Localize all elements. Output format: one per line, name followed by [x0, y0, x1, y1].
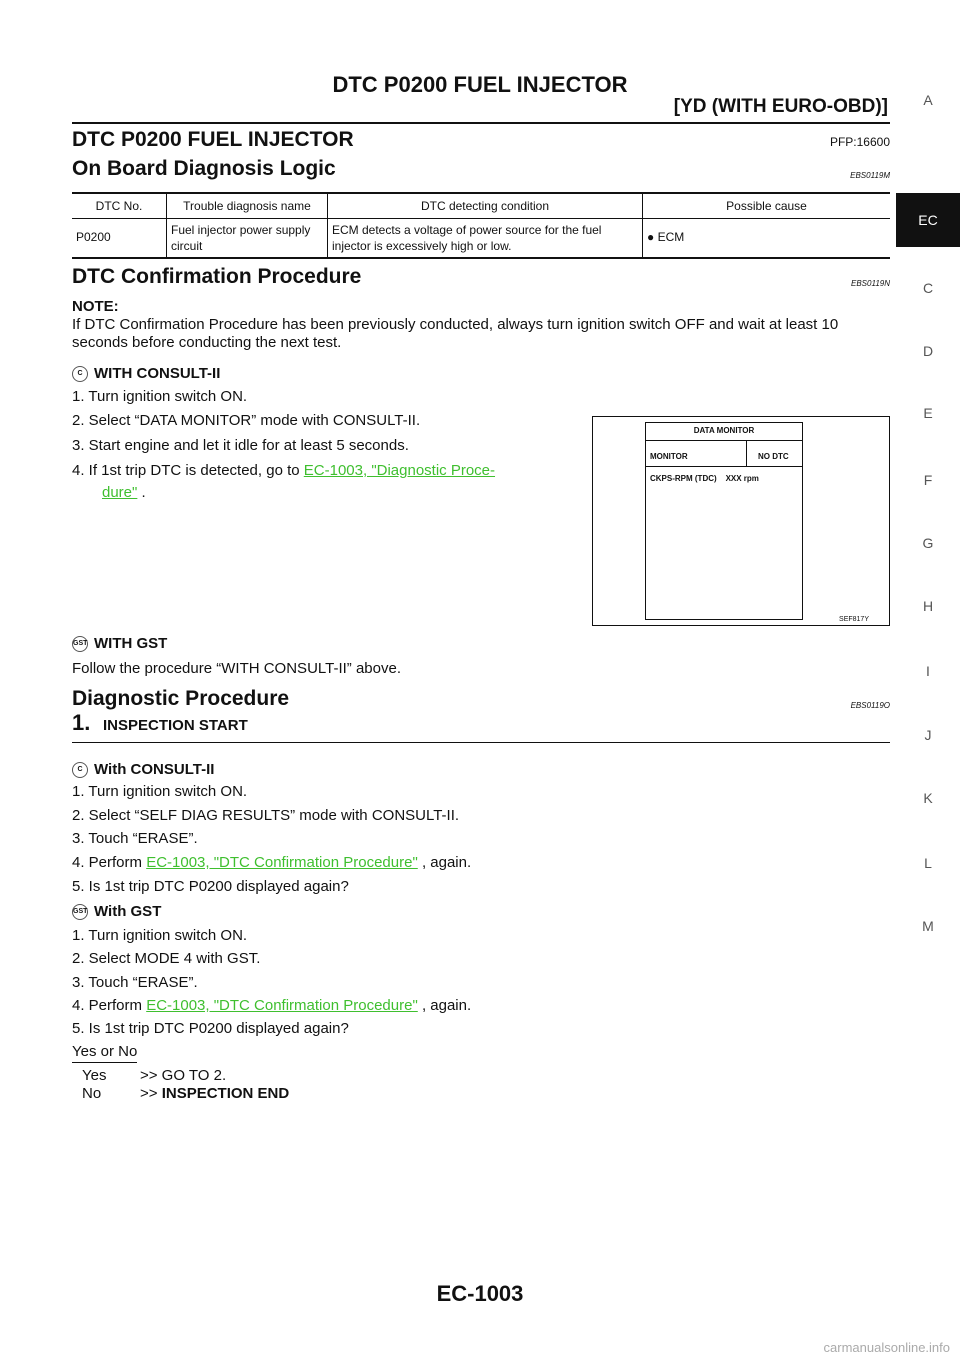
divider — [646, 440, 802, 441]
list-item: 4. Perform EC-1003, "DTC Confirmation Procedure" , again. — [72, 997, 472, 1014]
yes-no-label: Yes or No — [72, 1043, 137, 1063]
tab-m[interactable]: M — [922, 918, 934, 934]
list-item: 2. Select “SELF DIAG RESULTS” mode with CONSULT-II. — [72, 807, 460, 824]
dtc-table — [72, 192, 890, 259]
table-header: Possible cause — [643, 193, 891, 219]
list-item: 1. Turn ignition switch ON. — [72, 388, 248, 405]
diagnostic-procedure-link-cont[interactable]: dure" — [102, 484, 138, 501]
table-row — [72, 219, 890, 259]
gst-icon: GST — [72, 636, 88, 652]
note-text: If DTC Confirmation Procedure has been previously conducted, always turn ignition switch OFF and wait at least 10 seconds before conducting the next test. — [72, 316, 839, 351]
table-header: DTC detecting condition — [328, 193, 643, 219]
list-item: 5. Is 1st trip DTC P0200 displayed again? — [72, 878, 349, 895]
consult-icon: C — [72, 366, 88, 382]
data-monitor-figure — [592, 416, 890, 626]
consult-icon: C — [72, 762, 88, 778]
note-label: NOTE: — [72, 298, 119, 315]
cause-cell: ● ECM — [643, 219, 891, 259]
header-rule — [72, 122, 890, 124]
no-label: No — [82, 1085, 102, 1102]
consult-label: C WITH CONSULT-II — [72, 365, 220, 383]
list-item: 1. Turn ignition switch ON. — [72, 927, 248, 944]
bullet-icon: ● — [647, 230, 658, 244]
diagnostic-heading: Diagnostic Procedure — [72, 687, 290, 710]
gst-label: GST WITH GST — [73, 635, 168, 652]
with-gst-label: GST With GST — [73, 903, 162, 920]
tab-c[interactable]: C — [922, 280, 934, 296]
tab-h[interactable]: H — [922, 598, 934, 614]
confirmation-heading: DTC Confirmation Procedure — [72, 265, 362, 288]
tab-k[interactable]: K — [923, 790, 933, 806]
tab-i[interactable]: I — [926, 663, 930, 679]
tab-d[interactable]: D — [922, 343, 934, 359]
confirmation-code: EBS0119N — [851, 279, 890, 288]
list-item: 4. If 1st trip DTC is detected, go to EC-1003, "Diagnostic Proce- — [72, 462, 496, 479]
step-header — [72, 712, 890, 743]
list-item-continued: dure" . — [102, 484, 146, 501]
trouble-name-cell: Fuel injector power supply circuit — [167, 219, 328, 259]
divider — [646, 466, 802, 467]
obd-logic-heading: On Board Diagnosis Logic — [72, 157, 336, 180]
step-number: 1. — [72, 710, 91, 735]
no-action: >> INSPECTION END — [140, 1085, 290, 1102]
diagnostic-procedure-link[interactable]: EC-1003, "Diagnostic Proce- — [303, 462, 496, 479]
gst-icon: GST — [72, 904, 88, 920]
dtc-confirmation-link[interactable]: EC-1003, "DTC Confirmation Procedure" — [146, 854, 418, 871]
monitor-column-label: MONITOR — [650, 452, 688, 461]
table-header: DTC No. — [72, 193, 167, 219]
tab-ec[interactable]: EC — [896, 193, 960, 247]
diagnostic-code: EBS0119O — [850, 701, 890, 710]
list-item: 4. Perform EC-1003, "DTC Confirmation Procedure" , again. — [72, 854, 472, 871]
with-consult-label: C With CONSULT-II — [72, 761, 214, 779]
tab-f[interactable]: F — [923, 472, 933, 488]
list-item: 1. Turn ignition switch ON. — [72, 783, 248, 800]
list-item: 2. Select MODE 4 with GST. — [72, 950, 261, 967]
monitor-item: CKPS-RPM (TDC) XXX rpm — [650, 474, 759, 483]
tab-j[interactable]: J — [924, 727, 932, 743]
watermark: carmanualsonline.info — [823, 1340, 950, 1355]
yes-label: Yes — [82, 1067, 107, 1084]
step-title: INSPECTION START — [103, 717, 248, 734]
monitor-screen — [645, 422, 803, 620]
page-header-title: DTC P0200 FUEL INJECTOR — [332, 72, 628, 97]
monitor-status: NO DTC — [758, 452, 789, 461]
tab-a[interactable]: A — [923, 92, 933, 108]
list-item: 5. Is 1st trip DTC P0200 displayed again? — [72, 1020, 349, 1037]
tab-g[interactable]: G — [922, 535, 934, 551]
list-item: 3. Touch “ERASE”. — [72, 974, 198, 991]
figure-code: SEF817Y — [839, 616, 869, 623]
page-header-subtitle: [YD (WITH EURO-OBD)] — [673, 96, 888, 117]
list-item: 3. Start engine and let it idle for at least 5 seconds. — [72, 437, 409, 454]
table-header: Trouble diagnosis name — [167, 193, 328, 219]
pfp-code: PFP:16600 — [829, 135, 890, 149]
condition-cell: ECM detects a voltage of power source for the fuel injector is excessively high or low. — [328, 219, 643, 259]
divider — [746, 440, 747, 466]
page-number: EC-1003 — [436, 1281, 524, 1306]
list-item: 2. Select “DATA MONITOR” mode with CONSULT-II. — [72, 412, 421, 429]
monitor-title: DATA MONITOR — [693, 426, 755, 435]
gst-text: Follow the procedure “WITH CONSULT-II” above. — [72, 660, 401, 677]
dtc-confirmation-link[interactable]: EC-1003, "DTC Confirmation Procedure" — [146, 997, 418, 1014]
obd-logic-code: EBS0119M — [850, 171, 890, 180]
yes-action: >> GO TO 2. — [140, 1067, 227, 1084]
tab-l[interactable]: L — [924, 855, 932, 871]
list-item: 3. Touch “ERASE”. — [72, 830, 198, 847]
tab-e[interactable]: E — [923, 405, 933, 421]
section-title: DTC P0200 FUEL INJECTOR — [72, 128, 354, 151]
dtc-no-cell: P0200 — [72, 219, 167, 259]
